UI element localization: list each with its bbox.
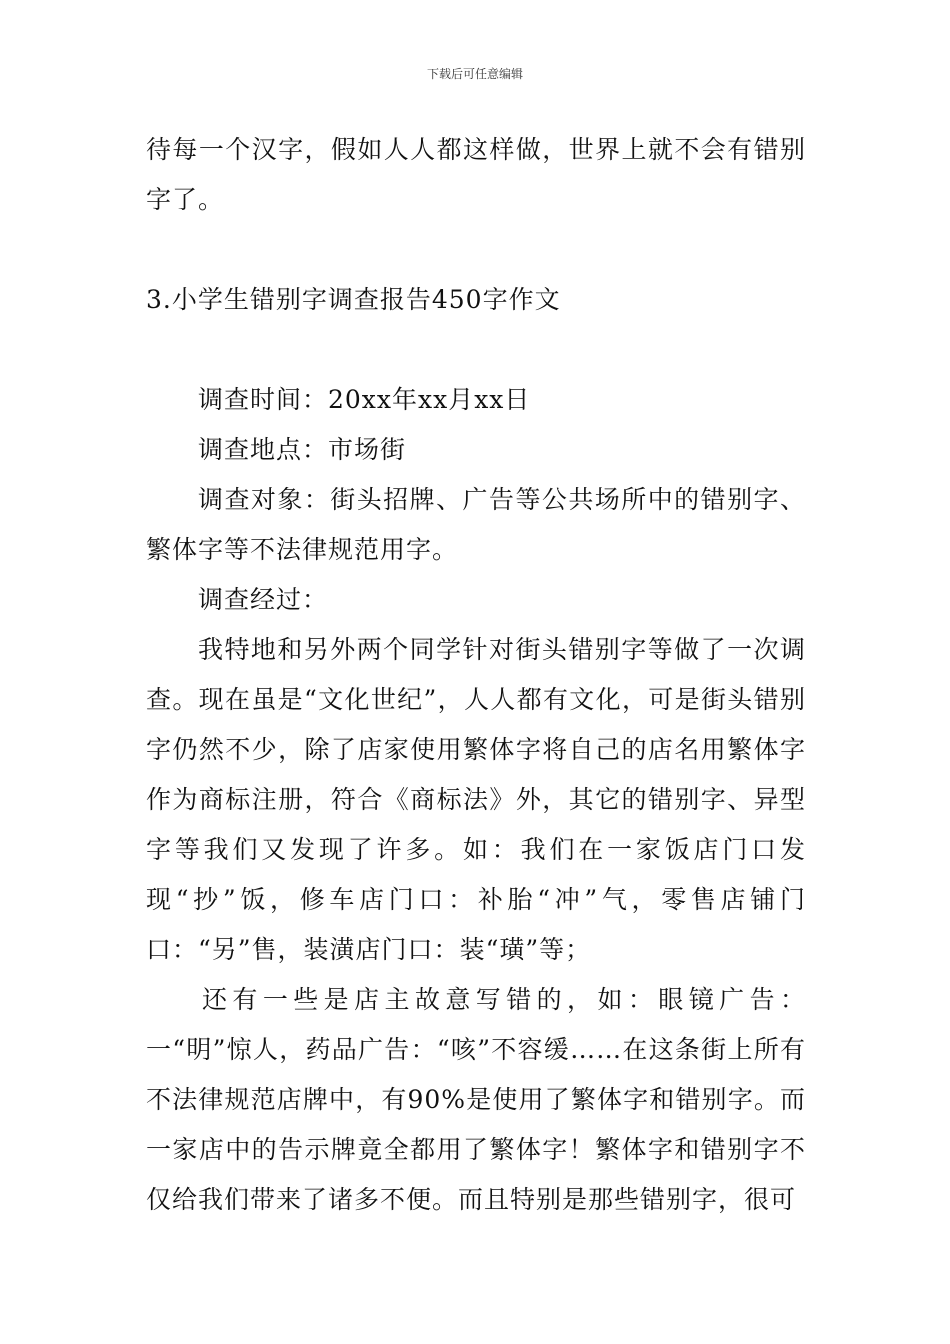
page-header-note: 下载后可任意编辑: [426, 67, 523, 81]
paragraph-survey-process: 我特地和另外两个同学针对街头错别字等做了一次调查。现在虽是“文化世纪”，人人都有文化，可是街头错别字仍然不少，除了店家使用繁体字将自己的店名用繁体字作为商标注册，符合《商标法》外，其它的错别字、异型字等我们又发现了许多。如：我们在一家饭店门口发现“抄”饭，修车店门口：补胎“冲”气，零售店铺门口：“另”售，装潢店门口：装“璜”等；: [146, 635, 806, 964]
paragraph-survey-process-label: 调查经过：: [198, 585, 329, 614]
paragraph-continuation: 待每一个汉字，假如人人都这样做，世界上就不会有错别字了。: [146, 135, 806, 214]
paragraph-survey-time: 调查时间：20xx年xx月xx日: [198, 385, 531, 414]
paragraph-survey-subject: 调查对象：街头招牌、广告等公共场所中的错别字、繁体字等不法律规范用字。: [146, 485, 806, 564]
document-body: [146, 125, 806, 1225]
section-heading: 3.小学生错别字调查报告450字作文: [146, 285, 561, 314]
paragraph-gap: [146, 225, 806, 275]
paragraph-shop-examples: 还有一些是店主故意写错的，如：眼镜广告：一“明”惊人，药品广告：“咳”不容缓……在这条街上所有不法律规范店牌中，有90%是使用了繁体字和错别字。而一家店中的告示牌竟全都用了繁体字！繁体字和错别字不仅给我们带来了诸多不便。而且特别是那些错别字，很可: [146, 985, 806, 1214]
paragraph-survey-location: 调查地点：市场街: [198, 435, 407, 464]
paragraph-gap: [146, 325, 806, 375]
